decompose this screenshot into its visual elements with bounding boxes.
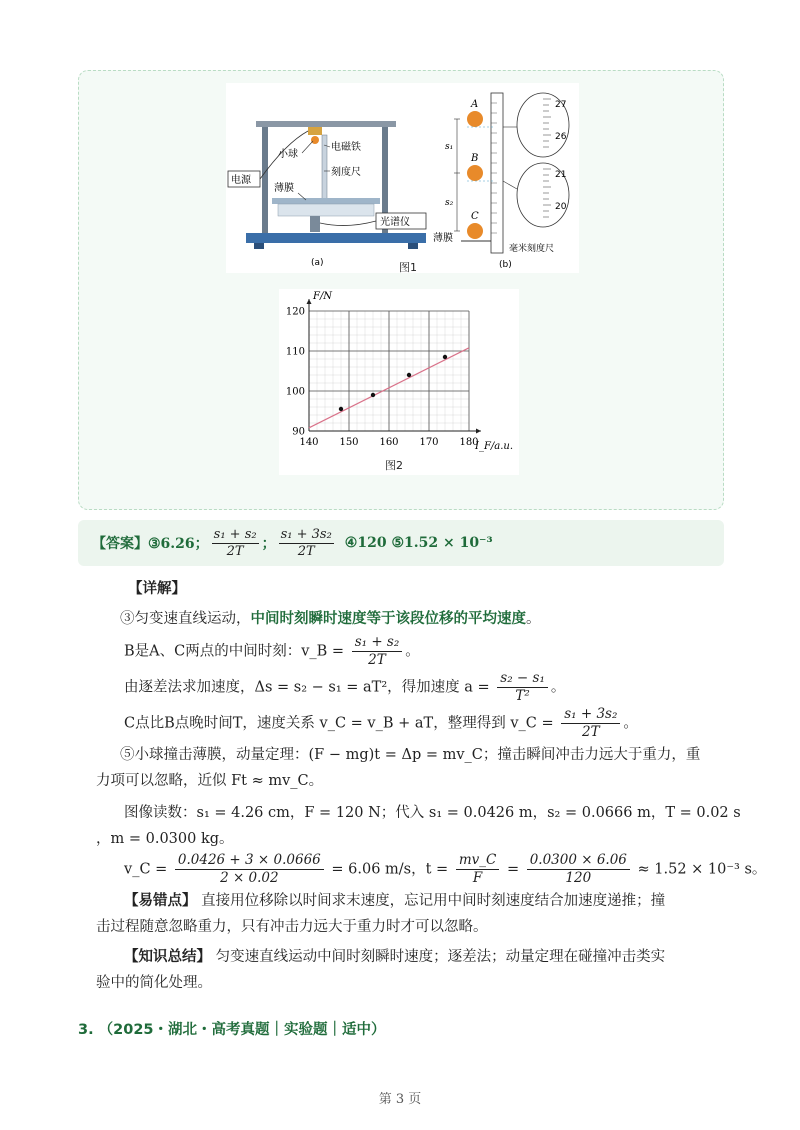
detail-line-9 [124, 852, 766, 887]
label-spectrometer: 光谱仪 [380, 217, 410, 228]
label-ball: 小球 [278, 149, 298, 160]
detail-line-9-fraction-1 [175, 852, 324, 887]
zoom-top-tick-1: 26 [555, 132, 567, 142]
x-axis-arrow [476, 429, 481, 434]
y-axis-arrow [307, 299, 312, 304]
detail-line-2-num: s₁ + s₂ [352, 634, 403, 652]
answer-label: 【答案】 [92, 536, 148, 552]
figure1-panel-b [431, 83, 579, 273]
summary-line-1 [124, 946, 665, 968]
detail-line-3 [124, 670, 565, 705]
detail-line-9-num-3: 0.0300 × 6.06 [527, 852, 630, 870]
detail-line-9-den-3: 120 [565, 870, 592, 886]
detail-line-9-den-2: F [472, 870, 483, 886]
ball-c [467, 223, 483, 239]
film-label-b: 薄膜 [433, 233, 453, 244]
y-tick-label: 110 [285, 346, 305, 358]
detail-heading: 【详解】 [128, 580, 186, 597]
panel-b-tag: (b) [499, 260, 512, 270]
zoom-top-tick-0: 27 [555, 100, 567, 110]
next-question-title: 3. （2025・湖北・高考真题｜实验题｜适中） [78, 1022, 386, 1038]
data-point [371, 393, 375, 397]
x-tick-label: 150 [339, 437, 359, 448]
detail-line-5: ⑤小球撞击薄膜，动量定理：(F − mg)t = Δp = mv_C；撞击瞬间冲击力远大于重力，重 [120, 747, 701, 763]
answer-fraction-1-num: s₁ + s₂ [213, 526, 257, 542]
x-axis-label: I_F/a.u. [475, 441, 514, 452]
ball-a-label: A [471, 99, 479, 110]
summary-heading: 【知识总结】 [124, 948, 211, 965]
detail-line-2-c: 。 [405, 643, 420, 660]
ball-c-label: C [471, 211, 479, 222]
answer-fraction-1 [212, 527, 259, 560]
mistakes-text-1: 直接用位移除以时间求末速度，忘记用中间时刻速度结合加速度递推；撞 [201, 893, 666, 909]
detail-line-4-a: C点比B点晚时间T，速度关系 v_C = v_B + aT，整理得到 v_C = [124, 715, 554, 732]
label-film: 薄膜 [274, 183, 294, 194]
force-chart [279, 289, 519, 475]
apparatus-base [246, 233, 426, 243]
detail-line-3-num: s₂ − s₁ [497, 670, 548, 688]
answer-separator: ； [261, 536, 276, 552]
label-power: 电源 [231, 175, 251, 186]
ruler-diagram [431, 83, 579, 273]
answer-fraction-1-den: 2T [226, 543, 244, 559]
figure2-caption: 图2 [385, 459, 403, 472]
y-tick-label: 120 [285, 306, 305, 318]
detail-line-8: ，m = 0.0300 kg。 [96, 831, 234, 847]
detail-line-4-fraction [561, 706, 620, 741]
answer-fraction-2-num: s₁ + 3s₂ [280, 526, 332, 542]
apparatus-diagram [226, 83, 431, 273]
y-tick-label: 100 [285, 386, 305, 398]
summary-line-2: 验中的简化处理。 [96, 975, 212, 991]
detail-line-3-fraction [497, 670, 548, 705]
detail-line-9-a: v_C = [124, 861, 168, 878]
top-bar [256, 121, 396, 127]
figure2-panel [279, 289, 519, 475]
page-number: 第 3 页 [378, 1092, 422, 1107]
ruler-label: 毫米刻度尺 [509, 244, 555, 254]
detail-line-9-fraction-2 [456, 852, 500, 887]
detail-line-9-c: = [506, 861, 520, 878]
y-tick-label: 90 [292, 426, 305, 438]
detail-line-2-den: 2T [368, 652, 386, 668]
ball-b-label: B [471, 153, 479, 164]
detail-line-3-den: T² [515, 688, 530, 704]
mistakes-line-2: 击过程随意忽略重力，只有冲击力远大于重力时才可以忽略。 [96, 919, 488, 935]
detail-line-9-fraction-3 [527, 852, 630, 887]
detail-line-4 [124, 706, 638, 741]
detail-line-6: 力项可以忽略，近似 Ft ≈ mv_C。 [96, 773, 324, 789]
film-stand [278, 204, 374, 216]
label-electromagnet: 电磁铁 [331, 142, 361, 153]
detail-line-2-fraction [352, 634, 403, 669]
y-axis-label: F/N [313, 291, 333, 302]
zoom-bottom-tick-0: 21 [555, 170, 567, 180]
figure-container [78, 70, 724, 510]
data-point [339, 407, 343, 411]
answer-fraction-2 [279, 527, 334, 560]
detail-line-9-num-2: mv_C [456, 852, 500, 870]
answer-fraction-2-den: 2T [297, 543, 315, 559]
x-tick-label: 180 [459, 437, 479, 448]
detail-line-9-b: = 6.06 m/s，t = [331, 861, 449, 878]
detail-line-1-highlight: 中间时刻瞬时速度等于该段位移的平均速度 [250, 610, 526, 627]
data-point [407, 373, 411, 377]
detail-line-2-a: B是A、C两点的中间时刻：v_B = [124, 643, 345, 660]
data-point [443, 355, 447, 359]
detail-line-4-den: 2T [582, 724, 600, 740]
figure1-panel-a [226, 83, 431, 273]
detail-line-1 [120, 608, 541, 630]
mistakes-line-1 [124, 890, 665, 912]
small-ball [311, 136, 319, 144]
answer-part2: ④120 ⑤1.52 × 10⁻³ [344, 535, 493, 551]
detail-line-1-c: 。 [526, 611, 541, 627]
detail-line-3-a: 由逐差法求加速度，Δs = s₂ − s₁ = aT²，得加速度 a = [124, 679, 490, 696]
ball-a [467, 111, 483, 127]
s1-label: s₁ [445, 142, 454, 152]
summary-text-1: 匀变速直线运动中间时刻瞬时速度；逐差法；动量定理在碰撞冲击类实 [215, 949, 666, 965]
answer-box [78, 520, 724, 566]
detail-line-9-den-1: 2 × 0.02 [220, 870, 279, 886]
mistakes-heading: 【易错点】 [124, 892, 197, 909]
detail-line-4-c: 。 [623, 715, 638, 732]
panel-a-tag: (a) [311, 258, 324, 268]
left-pillar [262, 123, 268, 233]
electromagnet [308, 127, 322, 135]
figure1-caption: 图1 [399, 261, 417, 274]
s2-label: s₂ [445, 198, 454, 208]
detail-line-1-a: ③匀变速直线运动， [120, 611, 251, 627]
answer-part1: ③6.26； [148, 536, 209, 552]
detail-line-7: 图像读数：s₁ = 4.26 cm，F = 120 N；代入 s₁ = 0.0426 m，s₂ = 0.0666 m，T = 0.02 s [124, 805, 741, 821]
detail-line-9-d: ≈ 1.52 × 10⁻³ s。 [637, 861, 767, 878]
ball-b [467, 165, 483, 181]
detail-line-3-c: 。 [550, 679, 566, 696]
zoom-bottom-tick-1: 20 [555, 202, 567, 212]
x-tick-label: 170 [419, 437, 439, 448]
x-tick-label: 160 [379, 437, 399, 448]
detail-line-9-num-1: 0.0426 + 3 × 0.0666 [175, 852, 324, 870]
detail-line-4-num: s₁ + 3s₂ [561, 706, 620, 724]
x-tick-label: 140 [299, 437, 319, 448]
detail-line-2 [124, 634, 420, 669]
label-scale: 刻度尺 [331, 167, 361, 178]
